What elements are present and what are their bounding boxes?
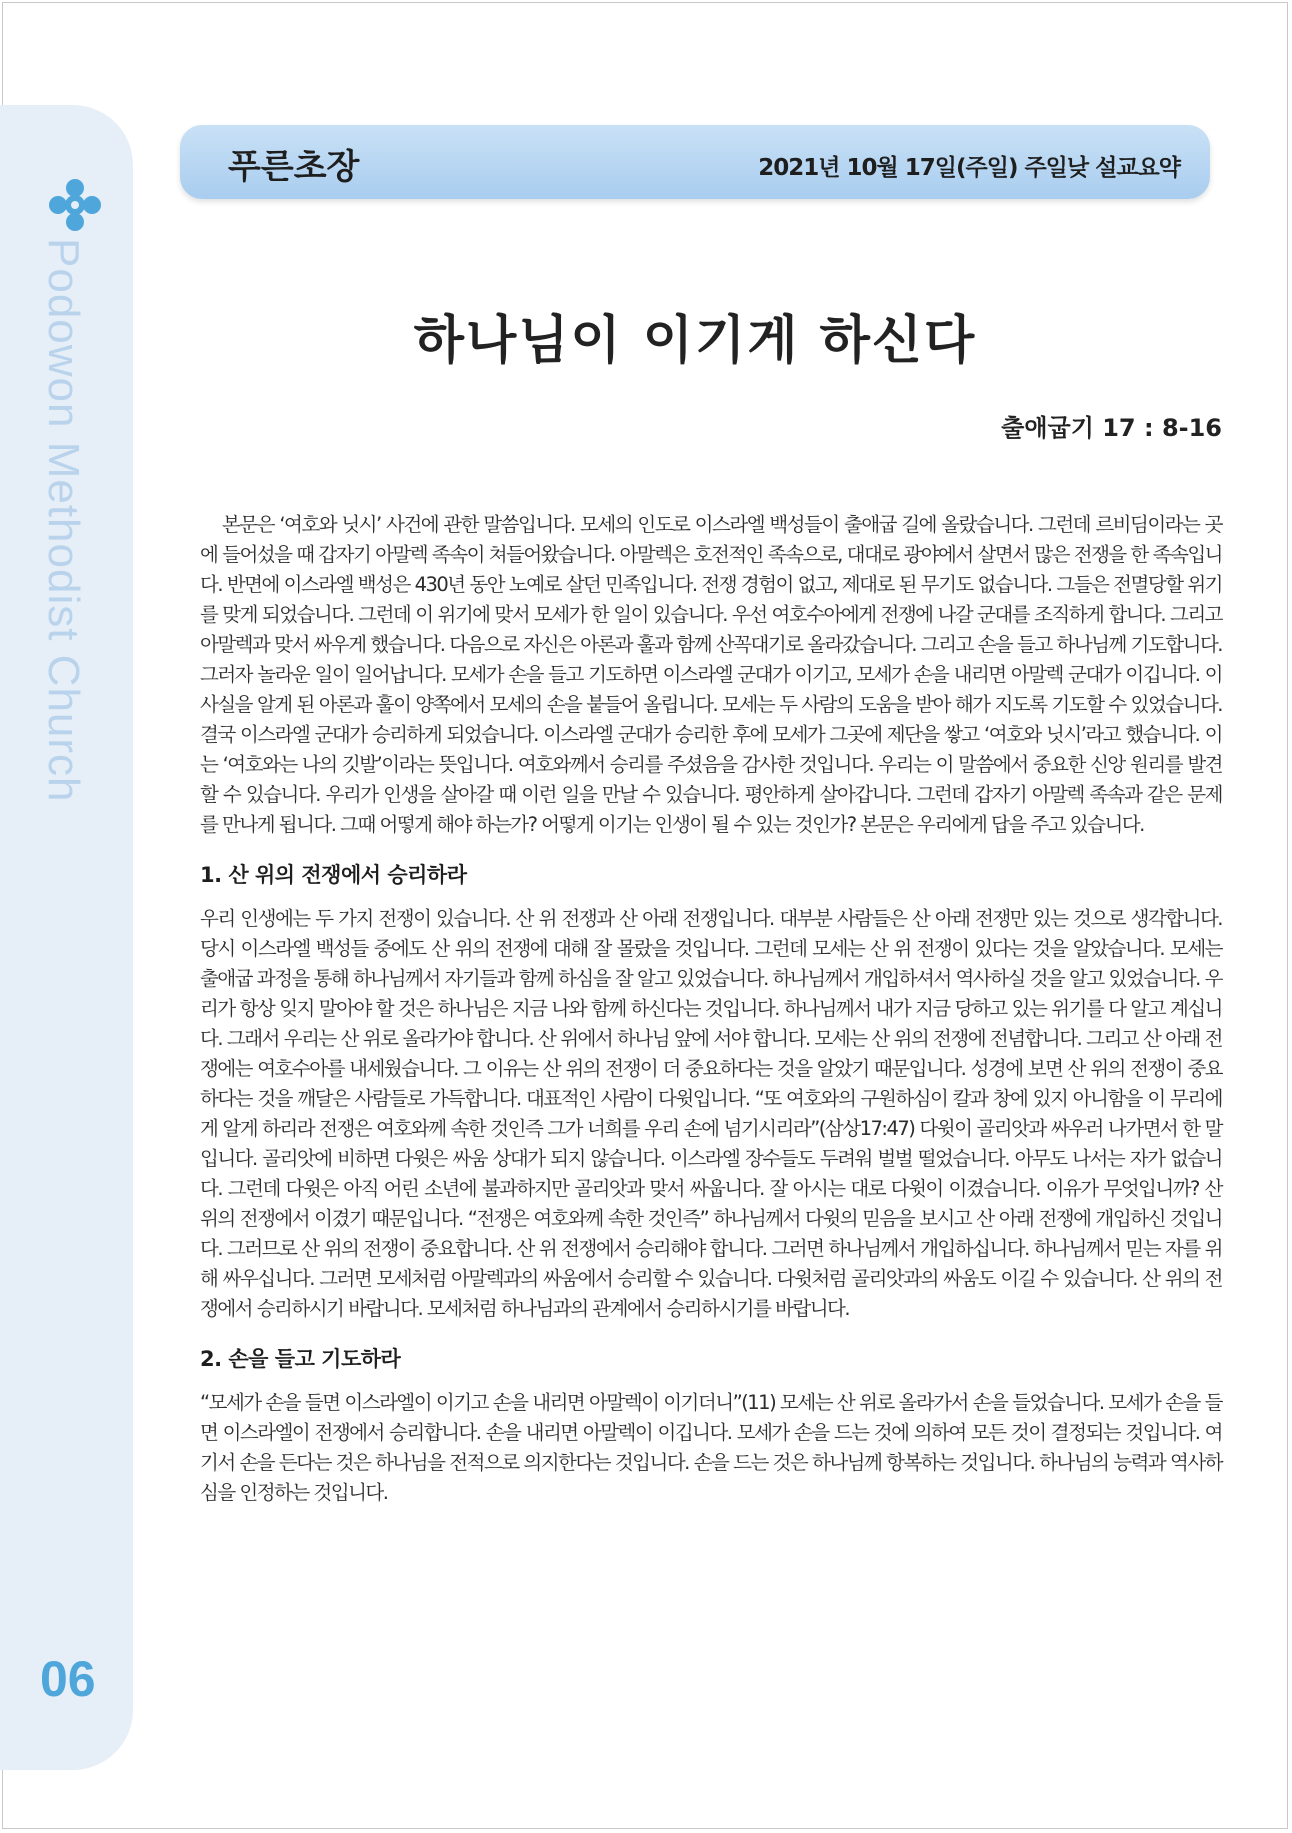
church-name: Podowon Methodist Church bbox=[39, 238, 88, 803]
page-number: 06 bbox=[40, 1651, 96, 1707]
section-heading-1: 1. 산 위의 전쟁에서 승리하라 bbox=[200, 863, 467, 887]
section-body-2: “모세가 손을 들면 이스라엘이 이기고 손을 내리면 아말렉이 이기더니”(11) 모세는 산 위로 올라가서 손을 들었습니다. 모세가 손을 들면 이스라엘이 전쟁에서 승리합니다. 손을 내리면 아말렉이 이깁니다. 모세가 손을 드는 것에 의하여 모든 것이 결정되는 것입니다. 여기서 손을 든다는 것은 하나님을 전적으로 의지한다는 것입니다. 손을 드는 것은 하나님께 항복하는 것입니다. 하나님의 능력과 역사하심을 인정하는 것입니다. bbox=[200, 1391, 1222, 1504]
sermon-date: 2021년 10월 17일(주일) 주일낮 설교요약 bbox=[758, 155, 1180, 181]
scripture-reference: 출애굽기 17 : 8-16 bbox=[1001, 414, 1222, 442]
sermon-title: 하나님이 이기게 하신다 bbox=[413, 310, 977, 371]
intro-paragraph: 본문은 ‘여호와 닛시’ 사건에 관한 말씀입니다. 모세의 인도로 이스라엘 백성들이 출애굽 길에 올랐습니다. 그런데 르비딤이라는 곳에 들어섰을 때 갑자기 아말렉 족속이 쳐들어왔습니다. 아말렉은 호전적인 족속으로, 대대로 광야에서 살면서 많은 전쟁을 한 족속입니다. 반면에 이스라엘 백성은 430년 동안 노예로 살던 민족입니다. 전쟁 경험이 없고, 제대로 된 무기도 없습니다. 그들은 전멸당할 위기를 맞게 되었습니다. 그런데 이 위기에 맞서 모세가 한 일이 있습니다. 우선 여호수아에게 전쟁에 나갈 군대를 조직하게 합니다. 그리고 아말렉과 맞서 싸우게 했습니다. 다음으로 자신은 아론과 훌과 함께 산꼭대기로 올라갔습니다. 그리고 손을 들고 하나님께 기도합니다. 그러자 놀라운 일이 일어납니다. 모세가 손을 들고 기도하면 이스라엘 군대가 이기고, 모세가 손을 내리면 아말렉 군대가 이깁니다. 이 사실을 알게 된 아론과 훌이 양쪽에서 모세의 손을 붙들어 올립니다. 모세는 두 사람의 도움을 받아 해가 지도록 기도할 수 있었습니다. 결국 이스라엘 군대가 승리하게 되었습니다. 이스라엘 군대가 승리한 후에 모세가 그곳에 제단을 쌓고 ‘여호와 닛시’라고 했습니다. 이는 ‘여호와는 나의 깃발’이라는 뜻입니다. 여호와께서 승리를 주셨음을 감사한 것입니다. 우리는 이 말씀에서 중요한 신앙 원리를 발견할 수 있습니다. 우리가 인생을 살아갈 때 이런 일을 만날 수 있습니다. 평안하게 살아갑니다. 그런데 갑자기 아말렉 족속과 같은 문제를 만나게 됩니다. 그때 어떻게 해야 하는가? 어떻게 이기는 인생이 될 수 있는 것인가? 본문은 우리에게 답을 주고 있습니다. bbox=[200, 513, 1222, 836]
section-name: 푸른초장 bbox=[228, 147, 360, 187]
section-body-1: 우리 인생에는 두 가지 전쟁이 있습니다. 산 위 전쟁과 산 아래 전쟁입니다. 대부분 사람들은 산 아래 전쟁만 있는 것으로 생각합니다. 당시 이스라엘 백성들 중에도 산 위의 전쟁에 대해 잘 몰랐을 것입니다. 그런데 모세는 산 위 전쟁이 있다는 것을 알았습니다. 모세는 출애굽 과정을 통해 하나님께서 자기들과 함께 하심을 잘 알고 있었습니다. 하나님께서 개입하셔서 역사하실 것을 알고 있었습니다. 우리가 항상 잊지 말아야 할 것은 하나님은 지금 나와 함께 하신다는 것입니다. 하나님께서 내가 지금 당하고 있는 위기를 다 알고 계십니다. 그래서 우리는 산 위로 올라가야 합니다. 산 위에서 하나님 앞에 서야 합니다. 모세는 산 위의 전쟁에 전념합니다. 그리고 산 아래 전쟁에는 여호수아를 내세웠습니다. 그 이유는 산 위의 전쟁이 더 중요하다는 것을 알았기 때문입니다. 성경에 보면 산 위의 전쟁이 중요하다는 것을 깨달은 사람들로 가득합니다. 대표적인 사람이 다윗입니다. “또 여호와의 구원하심이 칼과 창에 있지 아니함을 이 무리에게 알게 하리라 전쟁은 여호와께 속한 것인즉 그가 너희를 우리 손에 넘기시리라”(삼상17:47) 다윗이 골리앗과 싸우러 나가면서 한 말입니다. 골리앗에 비하면 다윗은 싸움 상대가 되지 않습니다. 이스라엘 장수들도 두려워 벌벌 떨었습니다. 아무도 나서는 자가 없습니다. 그런데 다윗은 아직 어린 소년에 불과하지만 골리앗과 맞서 싸웁니다. 잘 아시는 대로 다윗이 이겼습니다. 이유가 무엇입니까? 산 위의 전쟁에서 이겼기 때문입니다. “전쟁은 여호와께 속한 것인즉” 하나님께서 다윗의 믿음을 보시고 산 아래 전쟁에 개입하신 것입니다. 그러므로 산 위의 전쟁이 중요합니다. 산 위 전쟁에서 승리해야 합니다. 그러면 하나님께서 개입하십니다. 하나님께서 믿는 자를 위해 싸우십니다. 그러면 모세처럼 아말렉과의 싸움에서 승리할 수 있습니다. 다윗처럼 골리앗과의 싸움도 이길 수 있습니다. 산 위의 전쟁에서 승리하시기 바랍니다. 모세처럼 하나님과의 관계에서 승리하시기를 바랍니다. bbox=[200, 907, 1222, 1320]
cross-logo-icon bbox=[48, 178, 102, 232]
section-heading-2: 2. 손을 들고 기도하라 bbox=[200, 1347, 401, 1371]
header-banner bbox=[180, 125, 1210, 199]
sermon-body bbox=[200, 510, 1222, 1508]
